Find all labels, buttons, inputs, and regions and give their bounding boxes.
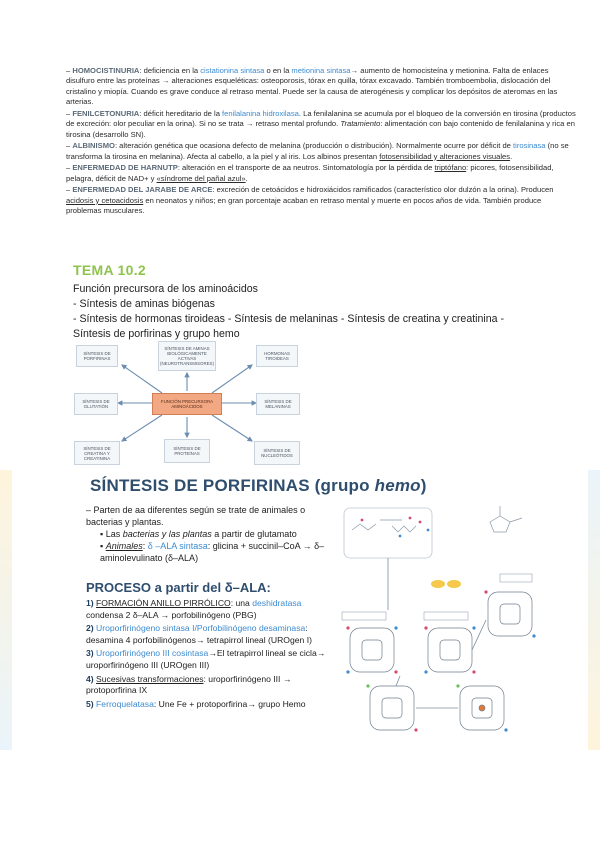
section-intro	[73, 282, 543, 342]
porfirinas-intro	[86, 504, 341, 564]
diagram-box: SÍNTESIS DE PORFIRINAS	[76, 345, 118, 367]
enzyme-marker	[431, 580, 445, 588]
note-albinismo: – ALBINISMO: alteración genética que ocasiona defecto de melanina (producción o distribución). Normalmente ocurre por déficit de tirosinasa (no se transforma la tirosina en melanina). Afecta al cabello, a la piel y al iris. Los albinos presentan fotosensibilidad y alteraciones visuales.	[66, 141, 569, 161]
diagram-box: SÍNTESIS DE PROTEÍNAS	[164, 439, 210, 463]
side-decoration-right	[588, 470, 600, 750]
diagram-box: SÍNTESIS DE CREATINA Y CREATININA	[74, 441, 120, 465]
intro-bullet: – Parten de aa diferentes según se trate de animales o bacterias y plantas.	[86, 505, 306, 527]
diagram-box: SÍNTESIS DE AMINAS BIOLÓGICAMENTE ACTIVAS (NEUROTRANSMISORES)	[158, 341, 216, 371]
notes-block	[66, 66, 576, 258]
intro-line: Función precursora de los aminoácidos	[73, 283, 258, 295]
intro-subbullet: ▪ Animales: δ –ALA sintasa: glicina + succinil–CoA → δ– aminolevulinato (δ–ALA)	[100, 541, 325, 563]
precursor-diagram	[66, 335, 308, 471]
process-step: 3) Uroporfirinógeno III cosintasa→El tetrapirrol lineal se cicla→ uroporfirinógeno III (UROgen III)	[86, 648, 326, 670]
heme-pathway-figure	[340, 500, 540, 750]
diagram-box: SÍNTESIS DE NUCLEÓTIDOS	[254, 441, 300, 465]
section-title: TEMA 10.2	[73, 262, 146, 278]
note-homocistinuria: – HOMOCISTINURIA: deficiencia en la cistationina sintasa o en la metionina sintasa→ aumento de homocisteína y metionina. Falta de enlaces disulfuro entre las proteínas → alteraciones esqueléticas: osteoporosis, tórax en quilla, tórax excavado. También tromboembolia, dislocación del cristalino y miopía. Cuando es grave conduce al retraso mental. Puede ser la causa de aterogénesis y complicar los depósitos de ateromas en las arterias.	[66, 66, 558, 107]
label-box	[500, 574, 532, 582]
label-box	[424, 612, 468, 620]
diagram-center-box: FUNCIÓN PRECURSORA AMINOÁCIDOS	[152, 393, 222, 415]
process-step: 5) Ferroquelatasa: Une Fe + protoporfirina→ grupo Hemo	[86, 698, 306, 709]
proceso-title: PROCESO a partir del δ–ALA:	[86, 580, 271, 595]
diagram-box: HORMONAS TIROIDEAS	[256, 345, 298, 367]
intro-subbullet: ▪ Las bacterias y las plantas a partir de glutamato	[100, 529, 297, 539]
porfirinas-title: SÍNTESIS DE PORFIRINAS (grupo hemo)	[90, 476, 427, 495]
process-steps	[86, 598, 336, 712]
process-step: 2) Uroporfirinógeno sintasa I/Porfobilinógeno desaminasa: desamina 4 porfobilinógenos→ tetrapirrol lineal (UROgen I)	[86, 623, 312, 645]
note-hartnup: – ENFERMEDAD DE HARNUTP: alteración en el transporte de aa neutros. Sintomatología por la pérdida de triptófano: picores, fotosensibilidad, pelagra, déficit de NAD+ y «síndrome del pañal azul».	[66, 163, 554, 183]
note-fenilcetonuria: – FENILCETONURIA: déficit hereditario de la fenilalanina hidroxilasa. La fenilalanina se acumula por el bloqueo de la conversión en tirosina (productos de excreción: olor peculiar en la orina). Si no se trata → retraso mental profundo. Tratamiento: alimentación con bajo contenido de fenilalanina y rica en tirosina (desarrollo SN).	[66, 108, 576, 139]
enzyme-marker	[447, 580, 461, 588]
diagram-box: SÍNTESIS DE MELANINAS	[256, 393, 300, 415]
label-box	[342, 612, 386, 620]
intro-line: - Síntesis de hormonas tiroideas - Síntesis de melaninas - Síntesis de creatina y creatinina - Síntesis de porfirinas y grupo hemo	[73, 313, 505, 340]
process-step: 4) Sucesivas transformaciones: uroporfirinógeno III → protoporfirina IX	[86, 673, 292, 696]
process-step: 1) FORMACIÓN ANILLO PIRRÓLICO: una deshidratasa condensa 2 δ–ALA → porfobilinógeno (PBG)	[86, 598, 302, 620]
note-jarabe-arce: – ENFERMEDAD DEL JARABE DE ARCE: excreción de cetoácidos e hidroxiácidos ramificados (característico olor dulzón a la orina). Producen acidosis y cetoacidosis en neonatos y niños; en gran porcentaje acaban en retraso mental y muerte en pocos años de vida. También produce problemas musculares.	[66, 185, 554, 216]
intro-line: - Síntesis de aminas biógenas	[73, 298, 215, 310]
diagram-box: SÍNTESIS DE GLUTATIÓN	[74, 393, 118, 415]
porfirinas-section	[66, 470, 546, 750]
side-decoration-left	[0, 470, 12, 750]
